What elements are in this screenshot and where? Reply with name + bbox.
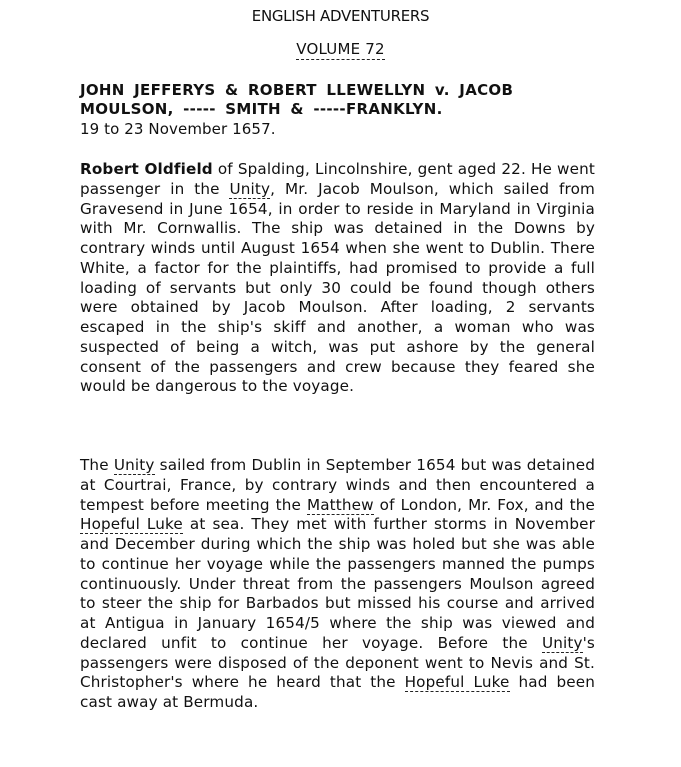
volume-heading: [0, 40, 681, 58]
paragraph-text: of Spalding, Lincolnshire, gent aged 22. He went passenger in the: [80, 160, 595, 198]
ship-name: Unity: [541, 633, 583, 652]
ship-name: Unity: [229, 179, 271, 198]
case-date: 19 to 23 November 1657.: [80, 120, 276, 138]
deponent-name: Robert Oldfield: [80, 160, 213, 178]
ship-name: Hopeful Luke: [80, 515, 183, 534]
paragraph-deposition-2: [80, 456, 595, 713]
case-title: JOHN JEFFERYS & ROBERT LLEWELLYN v. JACOB MOULSON, ----- SMITH & -----FRANKLYN.: [80, 81, 514, 118]
volume-label: VOLUME 72: [296, 40, 385, 58]
paragraph-text: , Mr. Jacob Moulson, which sailed from Gravesend in June 1654, in order to reside in Maryland in Virginia with Mr. Cornwallis. The ship was detained in the Downs by contrary winds until August 1654 when she went to Dublin. There White, a factor for the plaintiffs, had promised to provide a full loading of servants but only 30 could be found though others were obtained by Jacob Moulson. After loading, 2 servants escaped in the ship's skiff and another, a woman who was suspected of being a witch, was put ashore by the general consent of the passengers and crew because they feared she would be dangerous to the voyage.: [80, 179, 595, 396]
collection-title: ENGLISH ADVENTURERS: [251, 7, 430, 25]
paragraph-text: sailed from Dublin in September 1654 but was detained at Courtrai, France, by contrary winds and then encountered a tempest before meeting the: [80, 456, 595, 514]
paragraph-text: The: [80, 456, 114, 474]
paragraph-text: of London, Mr. Fox, and the: [373, 495, 596, 514]
ship-name: Unity: [113, 456, 155, 474]
paragraph-text: 's passengers were disposed of the deponent went to Nevis and St. Christopher's where he heard that the: [80, 633, 595, 692]
paragraph-text: had been cast away at Bermuda.: [80, 673, 595, 711]
ship-name: Matthew: [306, 495, 374, 514]
paragraph-text: at sea. They met with further storms in November and December during which the ship was holed but she was able to continue her voyage while the passengers manned the pumps continuously. Under threat from the passengers Moulson agreed to steer the ship for Barbados but missed his course and arrived at Antigua in January 1654/5 where the ship was viewed and declared unfit to continue her voyage. Before the: [80, 515, 595, 652]
paragraph-deposition-1: [80, 160, 595, 397]
ship-name: Hopeful Luke: [404, 673, 510, 692]
